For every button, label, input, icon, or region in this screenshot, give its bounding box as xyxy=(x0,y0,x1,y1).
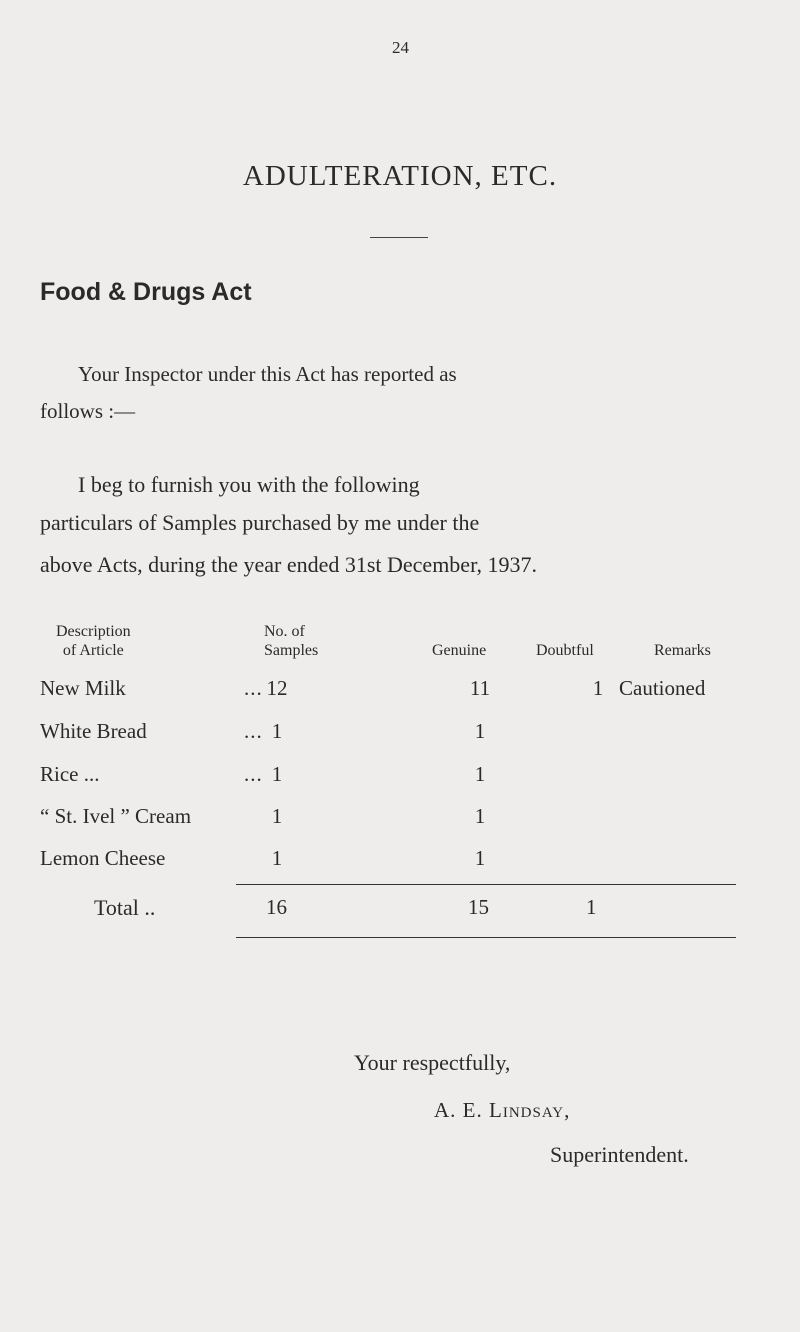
leader-dots: ... xyxy=(244,762,263,786)
genuine-count: 1 xyxy=(474,762,486,786)
paragraph-line-2: particulars of Samples purchased by me under the xyxy=(40,510,480,535)
paragraph-line-1: I beg to furnish you with the following xyxy=(78,472,420,497)
remarks-text: Cautioned xyxy=(619,676,706,700)
samples-count: 1 xyxy=(271,762,283,786)
samples-count: 1 xyxy=(271,804,283,828)
header-description-line2: of Article xyxy=(62,642,124,659)
leader-dots: ... xyxy=(244,719,263,743)
header-genuine: Genuine xyxy=(432,642,487,659)
article-name: “ St. Ivel ” Cream xyxy=(40,804,192,828)
intro-line-1: Your Inspector under this Act has reported as xyxy=(78,362,457,386)
genuine-count: 1 xyxy=(474,846,486,870)
page-title: ADULTERATION, ETC. xyxy=(242,160,558,192)
paragraph-line-3: above Acts, during the year ended 31st December, 1937. xyxy=(40,552,538,577)
samples-count: 1 xyxy=(271,719,283,743)
table-row-new-milk xyxy=(0,676,800,706)
header-samples-line2: Samples xyxy=(264,642,319,659)
header-samples xyxy=(264,622,318,660)
doubtful-count: 1 xyxy=(592,676,604,700)
samples-count: 12 xyxy=(266,676,288,700)
samples-count: 1 xyxy=(271,846,283,870)
table-row-rice xyxy=(0,762,800,792)
total-samples: 16 xyxy=(266,895,287,919)
title-divider xyxy=(370,237,428,238)
article-name: Rice ... xyxy=(40,762,100,786)
genuine-count: 11 xyxy=(469,676,491,700)
total-bottom-rule xyxy=(236,937,736,938)
total-label: Total .. xyxy=(94,895,156,920)
intro-line-2: follows :— xyxy=(40,399,136,423)
genuine-count: 1 xyxy=(474,719,486,743)
leader-dots: ... xyxy=(244,676,263,700)
act-heading: Food & Drugs Act xyxy=(40,278,252,306)
header-description xyxy=(56,622,131,660)
table-row-lemon-cheese xyxy=(0,846,800,876)
page-number: 24 xyxy=(392,38,409,57)
total-genuine: 15 xyxy=(468,895,489,919)
signatory-name: A. E. Lindsay, xyxy=(434,1098,571,1122)
genuine-count: 1 xyxy=(474,804,486,828)
article-name: White Bread xyxy=(40,719,147,743)
total-top-rule xyxy=(236,884,736,885)
header-doubtful: Doubtful xyxy=(536,642,594,659)
table-row-st-ivel-cream xyxy=(0,804,800,834)
header-remarks: Remarks xyxy=(654,642,711,659)
header-samples-line1: No. of xyxy=(264,623,305,640)
closing-line: Your respectfully, xyxy=(354,1050,511,1075)
header-description-line1: Description xyxy=(56,623,131,640)
total-doubtful: 1 xyxy=(586,895,597,919)
article-name: New Milk xyxy=(40,676,126,700)
article-name: Lemon Cheese xyxy=(40,846,166,870)
table-row-white-bread xyxy=(0,719,800,749)
signatory-title: Superintendent. xyxy=(550,1142,689,1167)
